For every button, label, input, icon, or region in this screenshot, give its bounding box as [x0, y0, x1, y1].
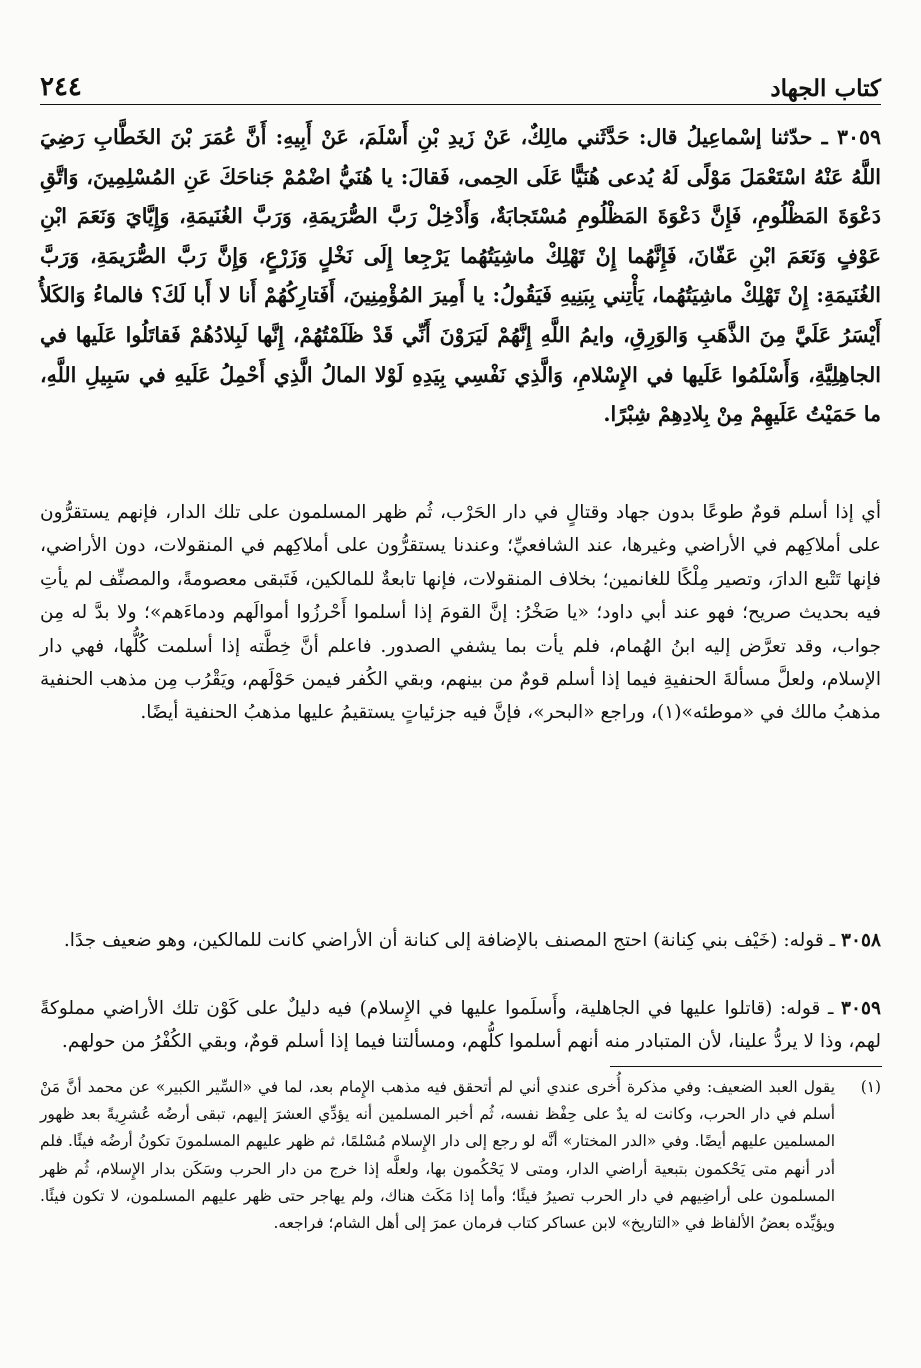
hadith-number: ٣٠٥٩: [836, 125, 882, 149]
commentary-body: ـ قوله: (قاتلوا عليها في الجاهلية، وأَسلَموا عليها في الإِسلام) فيه دليلٌ على كَوْن تلك الأراضي مملوكةً لهم، وذا لا يردُّ علينا، لأن المتبادر منه أنهم أسلموا كلُّهم، ومسألتنا فيما إذا أسلم قومٌ، وبقي الكُفْرُ من حولهم.: [40, 998, 881, 1053]
commentary-body: ـ قوله: (خَيْف بني كِنانة) احتج المصنف بالإضافة إلى كنانة أن الأراضي كانت للمالكين، وهو ضعيف جدًا.: [63, 930, 836, 951]
commentary-number: ٣٠٥٩: [841, 998, 881, 1019]
commentary-number: ٣٠٥٨: [841, 930, 881, 951]
commentary-body: أي إذا أسلم قومٌ طوعًا بدون جهاد وقتالٍ في دار الحَرْب، ثُم ظهر المسلمون على تلك الدار، فإنهم يستقرُّون على أملاكِهم في الأراضي وغيرها، عند الشافعيِّ؛ وعندنا يستقرُّون على أملاكِهم في المنقولات، دون الأراضي، فإنها تَتْبع الدارَ، وتصير مِلْكًا للغانمين؛ بخلاف المنقولات، فإنها تابعةٌ للمالكين، فَتَبقى معصومةً، والمصنِّف لم يأتِ فيه بحديث صريح؛ فهو عند أبي داود؛ «يا صَخْرُ: إنَّ القومَ إذا أسلموا أَحْرزُوا أموالَهم ودماءَهم»؛ ولا بدَّ له مِن جواب، وقد تعرَّض إليه ابنُ الهُمام، فلم يأت بما يشفي الصدور. فاعلم أنَّ خِطَّته إذا أسلمت كُلُّها، فهي دار الإسلام، ولعلَّ مسألةَ الحنفيةِ فيما إذا أسلم قومٌ من بينهم، وبقي الكُفر فيمن حَوْلَهم، ويَقْرُب مِن مذهب الحنفية مذهبُ مالك في «موطئه»(١)، وراجع «البحر»، فإنَّ فيه جزئياتٍ يستقيمُ عليها مذهبُ الحنفية أيضًا.: [40, 502, 881, 724]
footnote-separator: [610, 1066, 882, 1067]
footnote-marker: (١): [860, 1078, 881, 1096]
commentary-paragraph: [40, 992, 881, 1059]
commentary-paragraph: [40, 496, 881, 730]
page-number: ٢٤٤: [40, 72, 82, 102]
book-title: كتاب الجهاد: [770, 75, 881, 102]
footnote: [40, 1074, 881, 1237]
hadith-text: [40, 118, 881, 435]
hadith-body: ـ حدّثنا إسْماعِيلُ قال: حَدَّثَني مالِكٌ، عَنْ زَيدِ بْنِ أَسْلَمَ، عَنْ أَبِيهِ: أَنَّ عُمَرَ بْنَ الخَطَّابِ رَضِيَ اللَّهُ عَنْهُ اسْتَعْمَلَ مَوْلًى لَهُ يُدعى هُنَيًّا عَلَى الحِمى، فَقالَ: يا هُنَيُّ اضْمُمْ جَناحَكَ عَنِ المُسْلِمِينَ، وَاتَّقِ دَعْوَةَ المَظْلُومِ، فَإِنَّ دَعْوَةَ المَظْلُومِ مُسْتَجابَةٌ، وَأَدْخِلْ رَبَّ الصُّرَيمَةِ، وَرَبَّ الغُنَيمَةِ، وَإِيَّايَ وَنَعَمَ ابْنِ عَوْفٍ وَنَعَمَ ابْنِ عَفّانَ، فَإِنَّهُما إِنْ تَهْلِكْ ماشِيَتُهُما يَرْجِعا إِلَى نَخْلٍ وَزَرْعٍ، وَإِنَّ رَبَّ الصُّرَيمَةِ، وَرَبَّ الغُنَيمَةِ: إِنْ تَهْلِكْ ماشِيَتُهُما، يَأْتِني بِبَنِيهِ فَيَقُولُ: يا أَمِيرَ المُؤْمِنِينَ، أَفَتارِكُهُمْ أَنا لا أَبا لَكَ؟ فالماءُ وَالكَلأُ أَيْسَرُ عَلَيَّ مِنَ الذَّهَبِ وَالوَرِقِ، وايمُ اللَّهِ إِنَّهُمْ لَيَرَوْنَ أَنِّي قَدْ ظَلَمْتُهُمْ، إِنَّها لَبِلادُهُمْ فَقاتَلُوا عَلَيها في الجاهِلِيَّةِ، وَأَسْلَمُوا عَلَيها في الإِسْلامِ، وَالَّذِي نَفْسِي بِيَدِهِ لَوْلا المالُ الَّذِي أَحْمِلُ عَلَيهِ في سَبِيلِ اللَّهِ، ما حَمَيْتُ عَلَيهِمْ مِنْ بِلادِهِمْ شِبْرًا.: [40, 125, 881, 427]
page-header: [40, 62, 881, 102]
footnote-text: يقول العبد الضعيف: وفي مذكرة أُخرى عندي أني لم أتحقق فيه مذهب الإِمام بعد، لما في «السِّير الكبير» عن محمد أنَّ مَنْ أسلم في دار الحرب، وكانت له يدٌ على حِفْظ نفسه، ثُم أخبر المسلمين أنه يؤدِّي العشرَ إليهم، تبقى أرضُه عُشرِيةً بعد ظهور المسلمين عليهم أيضًا. وفي «الدر المختار» أنَّه لو رجع إلى دار الإِسلام مُسْلمًا، ثم ظهر عليهم المسلمونَ تكونُ أرضُه فيئًا. فلم أدر أنهم متى يَحْكمون بتبعية أراضي الدار، ومتى لا يَحْكُمون بها، ولعلَّه إذا خرج من دار الحرب وسَكَن بدار الإِسلام، ثُم ظهر المسلمون على أراضِيهم في دار الحرب تصيرُ فيئًا؛ وأما إذا مَكَث هناك، ولم يهاجر حتى ظهر عليهم المسلمون، لا تكون فيئًا. ويؤيِّده بعضُ الألفاظ في «التاريخ» لابن عساكر كتاب فرمان عمرَ إلى أهل الشام؛ فراجعه.: [40, 1078, 835, 1233]
header-rule: [40, 104, 881, 105]
commentary-paragraph: [40, 924, 881, 957]
